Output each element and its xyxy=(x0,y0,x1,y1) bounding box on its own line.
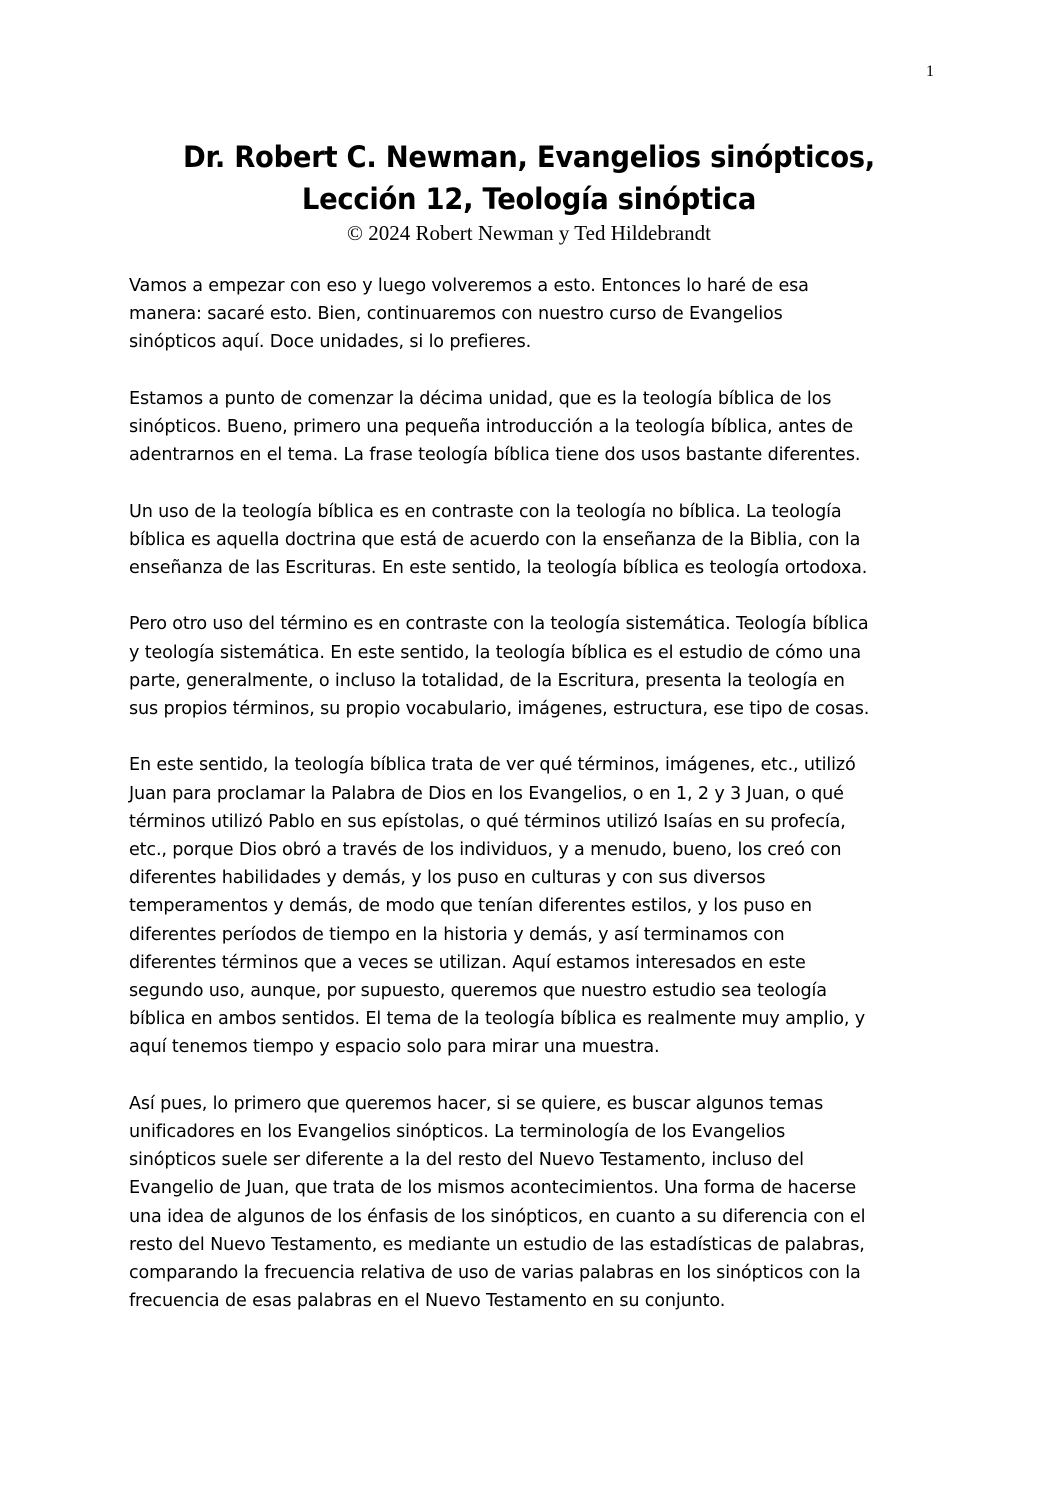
paragraph-line: parte, generalmente, o incluso la totalidad, de la Escritura, presenta la teología en xyxy=(129,670,845,691)
paragraph-line: una idea de algunos de los énfasis de los sinópticos, en cuanto a su diferencia con el xyxy=(129,1206,866,1227)
paragraph-line: En este sentido, la teología bíblica trata de ver qué términos, imágenes, etc., utilizó xyxy=(129,755,856,776)
document-body xyxy=(129,272,934,1344)
paragraph-line: bíblica es aquella doctrina que está de acuerdo con la enseñanza de la Biblia, con la xyxy=(129,529,861,550)
paragraph-line: aquí tenemos tiempo y espacio solo para mirar una muestra. xyxy=(129,1037,660,1058)
paragraph-line: diferentes términos que a veces se utilizan. Aquí estamos interesados en este xyxy=(129,952,806,973)
paragraph-line: y teología sistemática. En este sentido, la teología bíblica es el estudio de cómo una xyxy=(129,642,861,663)
paragraph xyxy=(129,751,934,1061)
paragraph-line: segundo uso, aunque, por supuesto, queremos que nuestro estudio sea teología xyxy=(129,981,827,1002)
paragraph-line: adentrarnos en el tema. La frase teología bíblica tiene dos usos bastante diferentes. xyxy=(129,445,861,466)
paragraph-line: Un uso de la teología bíblica es en contraste con la teología no bíblica. La teología xyxy=(129,501,842,522)
paragraph-line: resto del Nuevo Testamento, es mediante un estudio de las estadísticas de palabras, xyxy=(129,1234,865,1255)
paragraph-line: sinópticos aquí. Doce unidades, si lo prefieres. xyxy=(129,332,532,353)
paragraph-line: temperamentos y demás, de modo que tenían diferentes estilos, y los puso en xyxy=(129,896,812,917)
paragraph-line: términos utilizó Pablo en sus epístolas, o qué términos utilizó Isaías en su profecía, xyxy=(129,811,846,832)
copyright-notice: © 2024 Robert Newman y Ted Hildebrandt xyxy=(346,221,712,245)
paragraph xyxy=(129,385,934,470)
paragraph xyxy=(129,1090,934,1316)
paragraph-line: enseñanza de las Escrituras. En este sentido, la teología bíblica es teología ortodoxa. xyxy=(129,558,868,578)
paragraph-line: manera: sacaré esto. Bien, continuaremos con nuestro curso de Evangelios xyxy=(129,304,783,325)
paragraph-line: sinópticos suele ser diferente a la del resto del Nuevo Testamento, incluso del xyxy=(129,1150,804,1171)
paragraph xyxy=(129,610,934,723)
paragraph-line: bíblica en ambos sentidos. El tema de la teología bíblica es realmente muy amplio, y xyxy=(129,1009,866,1030)
paragraph-line: Así pues, lo primero que queremos hacer, si se quiere, es buscar algunos temas xyxy=(129,1093,824,1114)
paragraph-line: Evangelio de Juan, que trata de los mismos acontecimientos. Una forma de hacerse xyxy=(129,1178,857,1199)
paragraph-line: Vamos a empezar con eso y luego volveremos a esto. Entonces lo haré de esa xyxy=(129,276,809,296)
paragraph-line: diferentes períodos de tiempo en la historia y demás, y así terminamos con xyxy=(129,924,785,945)
document-title-line-2: Lección 12, Teología sinóptica xyxy=(301,182,757,216)
paragraph-line: sinópticos. Bueno, primero una pequeña introducción a la teología bíblica, antes de xyxy=(129,417,854,437)
page-number: 1 xyxy=(926,63,934,80)
paragraph-line: Estamos a punto de comenzar la décima unidad, que es la teología bíblica de los xyxy=(129,388,832,409)
document-header xyxy=(0,136,1058,246)
paragraph xyxy=(129,498,934,583)
paragraph-line: frecuencia de esas palabras en el Nuevo Testamento en su conjunto. xyxy=(129,1291,726,1312)
paragraph-line: sus propios términos, su propio vocabulario, imágenes, estructura, ese tipo de cosas. xyxy=(129,699,870,719)
paragraph-line: diferentes habilidades y demás, y los puso en culturas y con sus diversos xyxy=(129,868,766,889)
paragraph xyxy=(129,272,934,357)
paragraph-line: Pero otro uso del término es en contraste con la teología sistemática. Teología bíblica xyxy=(129,614,869,635)
paragraph-line: Juan para proclamar la Palabra de Dios en los Evangelios, o en 1, 2 y 3 Juan, o qué xyxy=(129,783,844,804)
paragraph-line: etc., porque Dios obró a través de los individuos, y a menudo, bueno, los creó con xyxy=(129,840,842,860)
paragraph-line: unificadores en los Evangelios sinópticos. La terminología de los Evangelios xyxy=(129,1122,786,1143)
document-title-line-1: Dr. Robert C. Newman, Evangelios sinópticos, xyxy=(183,140,875,174)
paragraph-line: comparando la frecuencia relativa de uso de varias palabras en los sinópticos con la xyxy=(129,1263,861,1284)
